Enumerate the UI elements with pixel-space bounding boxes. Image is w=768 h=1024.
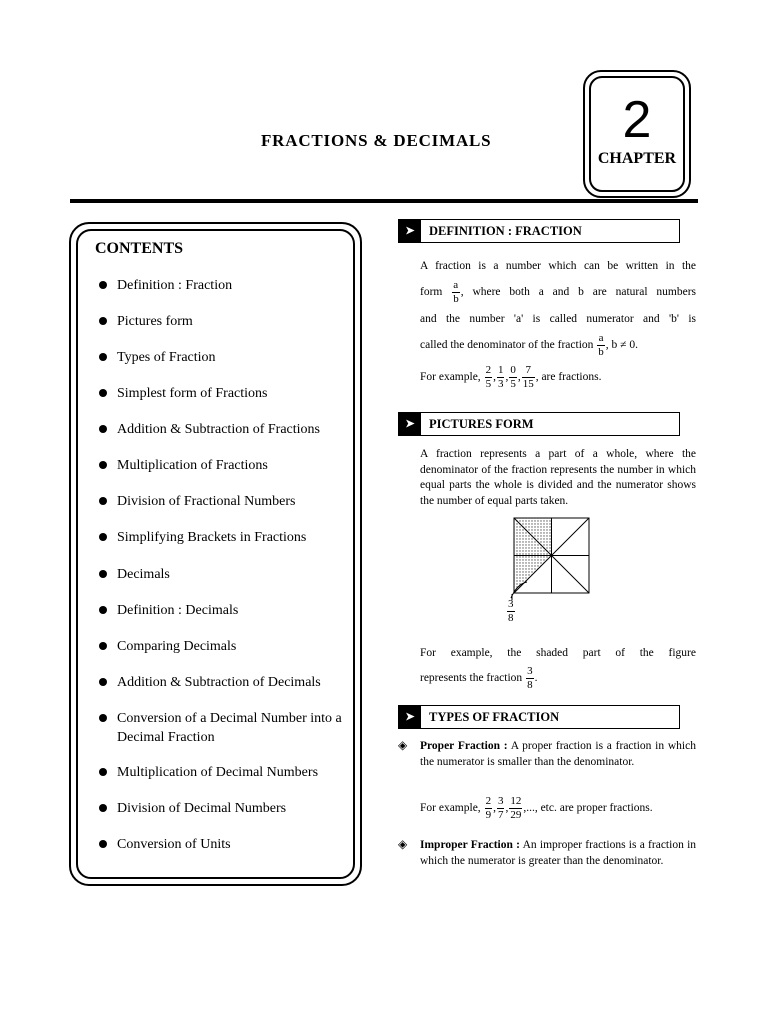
definition-example: For example, $\frac{2}{5}$ , $\frac{1}{3}$ , $\frac{0}{5}$ , $\frac{7}{15}$ , are fractions.: [420, 364, 602, 390]
list-item: Division of Decimal Numbers: [96, 799, 346, 818]
fraction: $\frac{2}{5}$: [485, 364, 492, 390]
chapter-label: CHAPTER: [597, 150, 677, 167]
contents-list: [96, 276, 346, 854]
list-item: Pictures form: [96, 312, 346, 331]
fraction: $\frac{3}{8}$: [527, 665, 533, 691]
list-item: Multiplication of Fractions: [96, 456, 346, 475]
fraction: $\frac{3}{7}$: [497, 795, 504, 821]
fraction: $\frac{12}{29}$: [510, 795, 522, 821]
pictures-heading: ➤ PICTURES FORM: [398, 412, 680, 436]
proper-fraction-text: Proper Fraction : A proper fraction is a fraction in which the numerator is smaller than the denominator.: [420, 740, 696, 768]
pictures-text: A fraction represents a part of a whole, where the denominator of the fraction represents the number in which equal parts the whole is divided and the numerator shows the number of equal parts taken.: [420, 448, 696, 507]
chapter-badge: [583, 70, 691, 198]
improper-fraction-text: Improper Fraction : An improper fractions is a fraction in which the numerator is greater than the denominator.: [420, 839, 697, 867]
list-item: Definition : Fraction: [96, 276, 346, 295]
arrow-icon: ➤: [399, 413, 421, 435]
arrow-icon: ➤: [399, 706, 421, 728]
chapter-title: FRACTIONS & DECIMALS: [261, 131, 492, 150]
figure-label: [506, 598, 516, 625]
fraction: $\frac{3}{8}$: [508, 598, 514, 624]
list-item: Conversion of Units: [96, 835, 346, 854]
list-item: Division of Fractional Numbers: [96, 492, 346, 511]
list-item: Types of Fraction: [96, 348, 346, 367]
list-item: Decimals: [96, 565, 346, 584]
list-item: Comparing Decimals: [96, 637, 346, 656]
header-rule: [70, 199, 698, 203]
fraction: $\frac{1}{3}$: [497, 364, 504, 390]
proper-fraction-example: For example, $\frac{2}{9}$ , $\frac{3}{7}$ , $\frac{12}{29}$ ,..., etc. are proper fractions.: [420, 795, 653, 821]
list-item: Conversion of a Decimal Number into a Decimal Fraction: [96, 709, 346, 747]
arrow-icon: ➤: [399, 220, 421, 242]
definition-text: A fraction is a number which can be written in the form $\frac{a}{b}$ , where both a and b are natural numbers and the number 'a' is called numerator and 'b' is called the denominator of the fraction $\frac{a}{b}$ , b ≠ 0.: [420, 260, 696, 358]
definition-heading: ➤ DEFINITION : FRACTION: [398, 219, 680, 243]
fraction: $\frac{2}{9}$: [485, 795, 492, 821]
fraction: $\frac{a}{b}$: [598, 332, 604, 358]
diamond-bullet-icon: ◈: [398, 738, 408, 752]
fraction: $\frac{7}{15}$: [522, 364, 534, 390]
list-item: Simplest form of Fractions: [96, 384, 346, 403]
list-item: Simplifying Brackets in Fractions: [96, 528, 346, 547]
list-item: Multiplication of Decimal Numbers: [96, 763, 346, 782]
list-item: Addition & Subtraction of Fractions: [96, 420, 346, 439]
chapter-number: 2: [622, 91, 652, 149]
fraction: $\frac{0}{5}$: [510, 364, 516, 390]
list-item: Addition & Subtraction of Decimals: [96, 673, 346, 692]
pictures-example: For example, the shaded part of the figure represents the fraction $\frac{3}{8}$ .: [420, 647, 696, 691]
types-heading: ➤ TYPES OF FRACTION: [398, 705, 680, 729]
list-item: Definition : Decimals: [96, 601, 346, 620]
fraction: $\frac{a}{b}$: [453, 279, 459, 305]
diamond-bullet-icon: ◈: [398, 837, 408, 851]
contents-heading: CONTENTS: [95, 240, 184, 257]
